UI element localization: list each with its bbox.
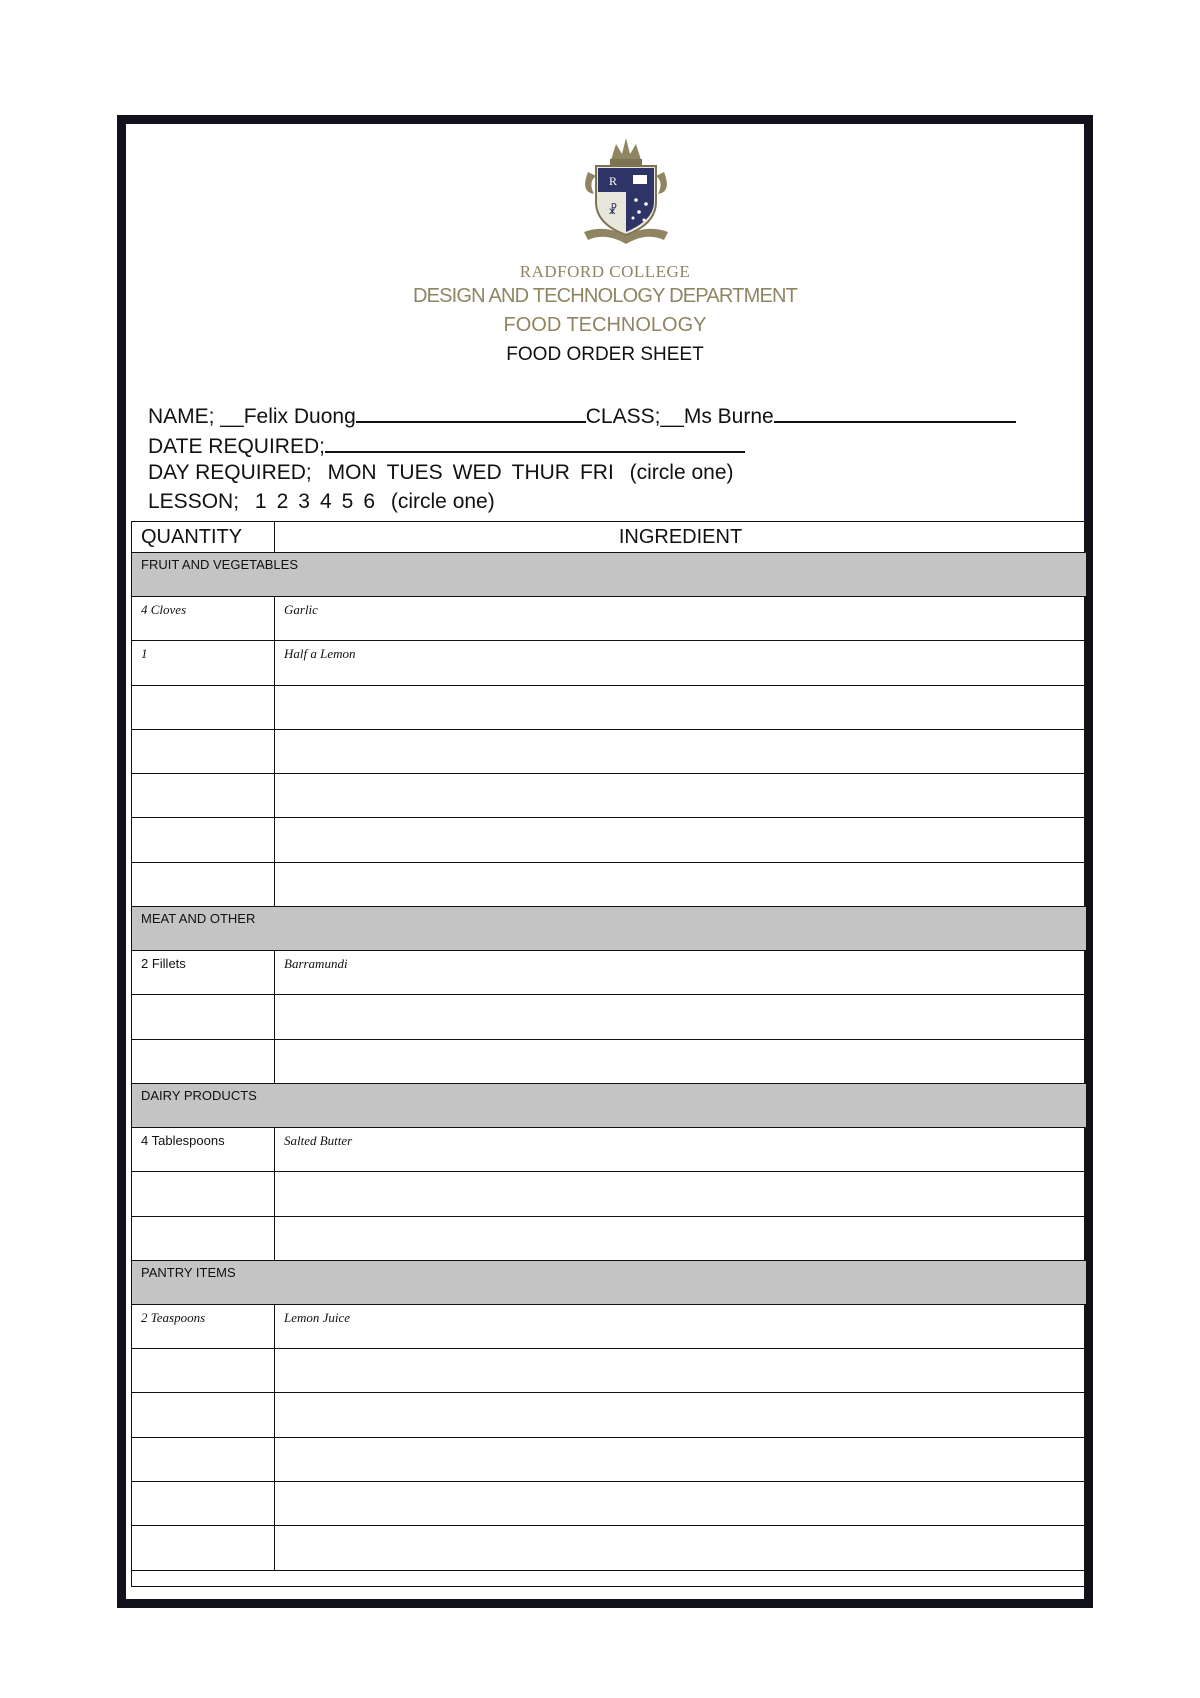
quantity-cell[interactable] bbox=[132, 685, 275, 729]
ingredient-cell[interactable]: Salted Butter bbox=[275, 1127, 1087, 1171]
ingredient-cell[interactable] bbox=[275, 1437, 1087, 1481]
quantity-cell[interactable]: 1 bbox=[132, 641, 275, 685]
order-table-body bbox=[132, 553, 1087, 1587]
section-row bbox=[132, 907, 1087, 951]
quantity-cell[interactable] bbox=[132, 1216, 275, 1260]
table-row bbox=[132, 1482, 1087, 1526]
name-underline bbox=[356, 401, 586, 423]
section-row bbox=[132, 553, 1087, 597]
lesson-option-3[interactable]: 3 bbox=[298, 490, 310, 513]
table-row bbox=[132, 1393, 1087, 1437]
quantity-cell[interactable] bbox=[132, 1039, 275, 1083]
quantity-cell[interactable] bbox=[132, 818, 275, 862]
lesson-label: LESSON; bbox=[148, 490, 240, 513]
ingredient-cell[interactable]: Barramundi bbox=[275, 951, 1087, 995]
section-title: FRUIT AND VEGETABLES bbox=[132, 553, 1087, 597]
ingredient-cell[interactable] bbox=[275, 685, 1087, 729]
quantity-header: QUANTITY bbox=[132, 522, 275, 553]
table-row bbox=[132, 1127, 1087, 1171]
college-name: RADFORD COLLEGE bbox=[519, 262, 691, 281]
day-hint: (circle one) bbox=[629, 461, 734, 484]
date-line bbox=[148, 431, 745, 459]
quantity-cell[interactable] bbox=[132, 774, 275, 818]
name-value[interactable]: Felix Duong bbox=[243, 405, 356, 428]
subject-title: FOOD TECHNOLOGY bbox=[503, 314, 707, 336]
quantity-cell[interactable] bbox=[132, 862, 275, 906]
lesson-line bbox=[148, 490, 505, 514]
order-sheet-frame bbox=[117, 115, 1093, 1608]
lesson-hint: (circle one) bbox=[390, 490, 495, 513]
ingredient-cell[interactable] bbox=[275, 729, 1087, 773]
svg-text:R: R bbox=[609, 174, 618, 188]
section-title: MEAT AND OTHER bbox=[132, 907, 1087, 951]
ingredient-cell[interactable] bbox=[275, 1393, 1087, 1437]
ingredient-cell[interactable] bbox=[275, 774, 1087, 818]
quantity-cell[interactable]: 4 Tablespoons bbox=[132, 1127, 275, 1171]
quantity-cell[interactable]: 2 Teaspoons bbox=[132, 1304, 275, 1348]
lesson-option-2[interactable]: 2 bbox=[276, 490, 289, 513]
ingredient-cell[interactable] bbox=[275, 1039, 1087, 1083]
ingredient-cell[interactable] bbox=[275, 818, 1087, 862]
table-row bbox=[132, 774, 1087, 818]
table-row bbox=[132, 729, 1087, 773]
table-row bbox=[132, 1349, 1087, 1393]
quantity-cell[interactable] bbox=[132, 1172, 275, 1216]
date-field[interactable] bbox=[325, 431, 745, 453]
table-row bbox=[132, 1304, 1087, 1348]
table-footer-cell bbox=[132, 1570, 1087, 1586]
lesson-option-4[interactable]: 4 bbox=[319, 490, 332, 513]
table-row bbox=[132, 862, 1087, 906]
table-footer-spacer bbox=[132, 1570, 1087, 1586]
ingredient-cell[interactable]: Half a Lemon bbox=[275, 641, 1087, 685]
ingredient-cell[interactable] bbox=[275, 1216, 1087, 1260]
quantity-cell[interactable] bbox=[132, 729, 275, 773]
svg-text:☧: ☧ bbox=[608, 203, 618, 217]
table-row bbox=[132, 1437, 1087, 1481]
ingredient-cell[interactable] bbox=[275, 862, 1087, 906]
class-underline bbox=[774, 401, 1016, 423]
sheet-title: FOOD ORDER SHEET bbox=[506, 344, 704, 365]
quantity-cell[interactable]: 2 Fillets bbox=[132, 951, 275, 995]
ingredient-cell[interactable] bbox=[275, 1526, 1087, 1570]
college-crest-logo bbox=[566, 132, 686, 247]
table-row bbox=[132, 641, 1087, 685]
class-value[interactable]: Ms Burne bbox=[683, 405, 774, 428]
day-option-mon[interactable]: MON bbox=[327, 461, 377, 484]
table-header-row bbox=[132, 522, 1087, 553]
lesson-option-6[interactable]: 6 bbox=[363, 490, 376, 513]
quantity-cell[interactable] bbox=[132, 1482, 275, 1526]
ingredient-cell[interactable] bbox=[275, 1482, 1087, 1526]
day-option-tues[interactable]: TUES bbox=[386, 461, 443, 484]
table-row bbox=[132, 1526, 1087, 1570]
table-row bbox=[132, 995, 1087, 1039]
day-option-fri[interactable]: FRI bbox=[579, 461, 614, 484]
section-title: PANTRY ITEMS bbox=[132, 1260, 1087, 1304]
day-line bbox=[148, 461, 744, 485]
quantity-cell[interactable] bbox=[132, 1437, 275, 1481]
table-row bbox=[132, 597, 1087, 641]
date-label: DATE REQUIRED; bbox=[148, 435, 325, 458]
section-title: DAIRY PRODUCTS bbox=[132, 1083, 1087, 1127]
day-option-wed[interactable]: WED bbox=[452, 461, 502, 484]
table-row bbox=[132, 818, 1087, 862]
section-row bbox=[132, 1083, 1087, 1127]
section-row bbox=[132, 1260, 1087, 1304]
table-row bbox=[132, 951, 1087, 995]
table-row bbox=[132, 1039, 1087, 1083]
ingredient-cell[interactable]: Garlic bbox=[275, 597, 1087, 641]
ingredient-cell[interactable]: Lemon Juice bbox=[275, 1304, 1087, 1348]
day-option-thur[interactable]: THUR bbox=[511, 461, 570, 484]
ingredient-cell[interactable] bbox=[275, 995, 1087, 1039]
quantity-cell[interactable] bbox=[132, 995, 275, 1039]
table-row bbox=[132, 685, 1087, 729]
class-label: CLASS;__ bbox=[585, 405, 684, 428]
name-label: NAME; __ bbox=[148, 405, 244, 428]
quantity-cell[interactable] bbox=[132, 1349, 275, 1393]
ingredient-header: INGREDIENT bbox=[275, 522, 1087, 553]
ingredient-cell[interactable] bbox=[275, 1349, 1087, 1393]
ingredient-cell[interactable] bbox=[275, 1172, 1087, 1216]
day-label: DAY REQUIRED; bbox=[148, 461, 312, 484]
table-row bbox=[132, 1216, 1087, 1260]
lesson-option-5[interactable]: 5 bbox=[341, 490, 354, 513]
name-class-line bbox=[148, 401, 1016, 429]
lesson-option-1[interactable]: 1 bbox=[254, 490, 267, 513]
quantity-cell[interactable]: 4 Cloves bbox=[132, 597, 275, 641]
order-table bbox=[131, 521, 1087, 1587]
department-title: DESIGN AND TECHNOLOGY DEPARTMENT bbox=[412, 285, 798, 307]
quantity-cell[interactable] bbox=[132, 1393, 275, 1437]
quantity-cell[interactable] bbox=[132, 1526, 275, 1570]
table-row bbox=[132, 1172, 1087, 1216]
